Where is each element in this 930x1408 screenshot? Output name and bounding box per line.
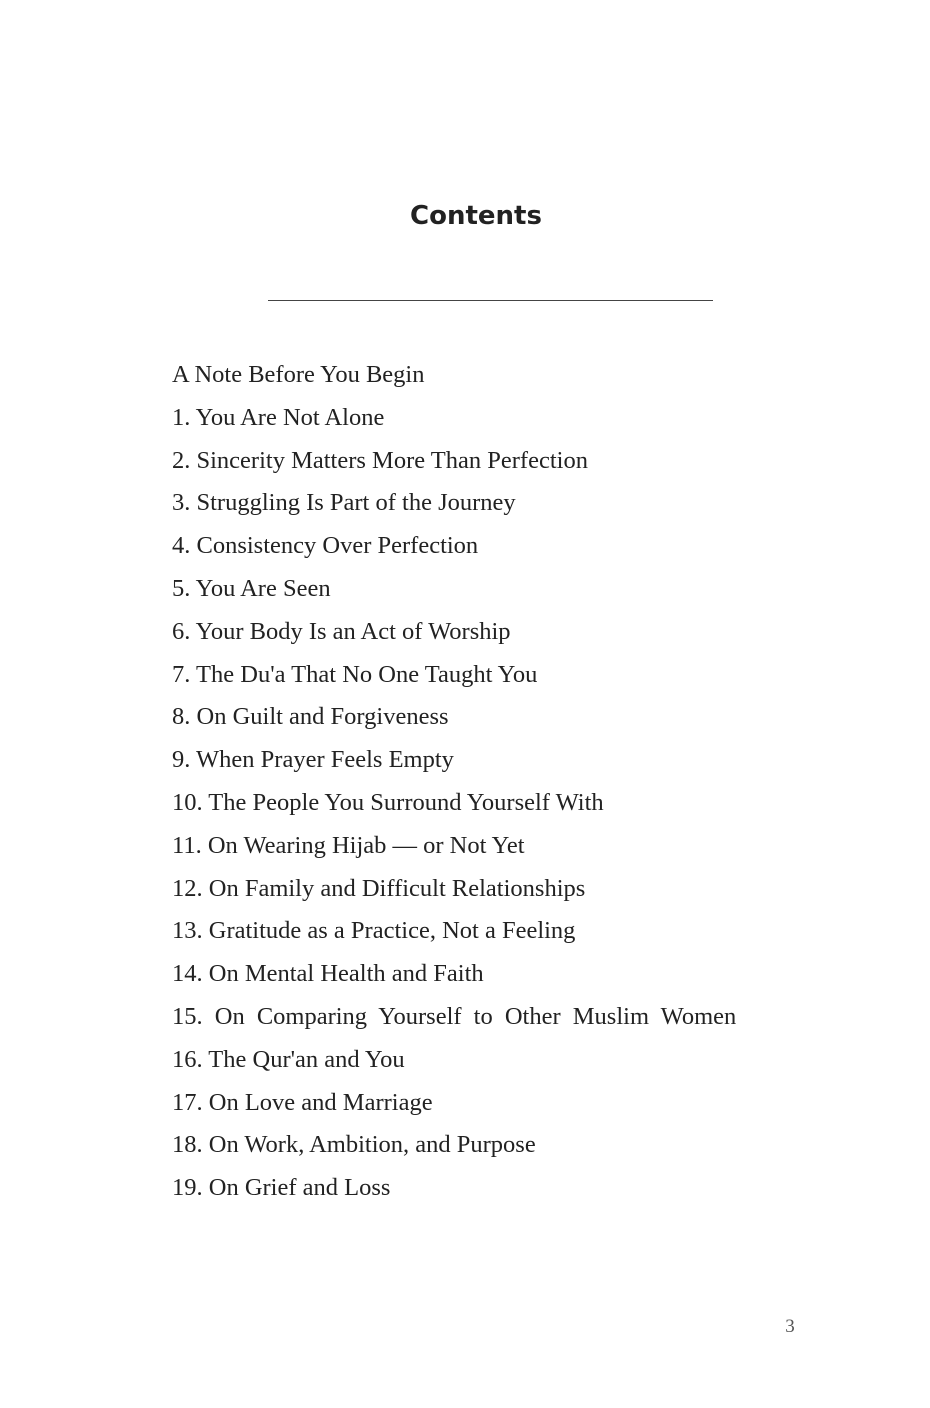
toc-entry[interactable]: 12. On Family and Difficult Relationships: [172, 874, 586, 902]
toc-entry[interactable]: 8. On Guilt and Forgiveness: [172, 703, 449, 731]
table-of-contents: [172, 354, 792, 1210]
toc-entry[interactable]: 16. The Qur'an and You: [172, 1045, 405, 1073]
toc-entry[interactable]: 17. On Love and Marriage: [172, 1088, 433, 1116]
toc-entry[interactable]: 9. When Prayer Feels Empty: [172, 746, 454, 774]
toc-entry[interactable]: 19. On Grief and Loss: [172, 1174, 391, 1202]
toc-entry[interactable]: A Note Before You Begin: [172, 361, 425, 388]
toc-entry[interactable]: 11. On Wearing Hijab — or Not Yet: [172, 831, 525, 859]
toc-entry[interactable]: 4. Consistency Over Perfection: [172, 532, 479, 560]
toc-entry[interactable]: 13. Gratitude as a Practice, Not a Feeling: [172, 917, 576, 945]
toc-entry[interactable]: 18. On Work, Ambition, and Purpose: [172, 1131, 536, 1159]
toc-entry[interactable]: 14. On Mental Health and Faith: [172, 960, 484, 988]
toc-entry[interactable]: 3. Struggling Is Part of the Journey: [172, 489, 516, 517]
toc-entry[interactable]: 6. Your Body Is an Act of Worship: [172, 617, 511, 645]
page-title: Contents: [410, 201, 542, 231]
toc-entry[interactable]: 10. The People You Surround Yourself With: [172, 788, 604, 816]
toc-entry[interactable]: 2. Sincerity Matters More Than Perfection: [172, 446, 588, 474]
toc-entry[interactable]: 7. The Du'a That No One Taught You: [172, 660, 538, 688]
toc-entry[interactable]: 15. On Comparing Yourself to Other Muslim Women: [172, 1002, 737, 1030]
toc-entry[interactable]: 5. You Are Seen: [172, 574, 331, 602]
toc-entry[interactable]: 1. You Are Not Alone: [172, 403, 385, 431]
title-divider: [268, 300, 713, 301]
page-number: 3: [785, 1316, 795, 1337]
